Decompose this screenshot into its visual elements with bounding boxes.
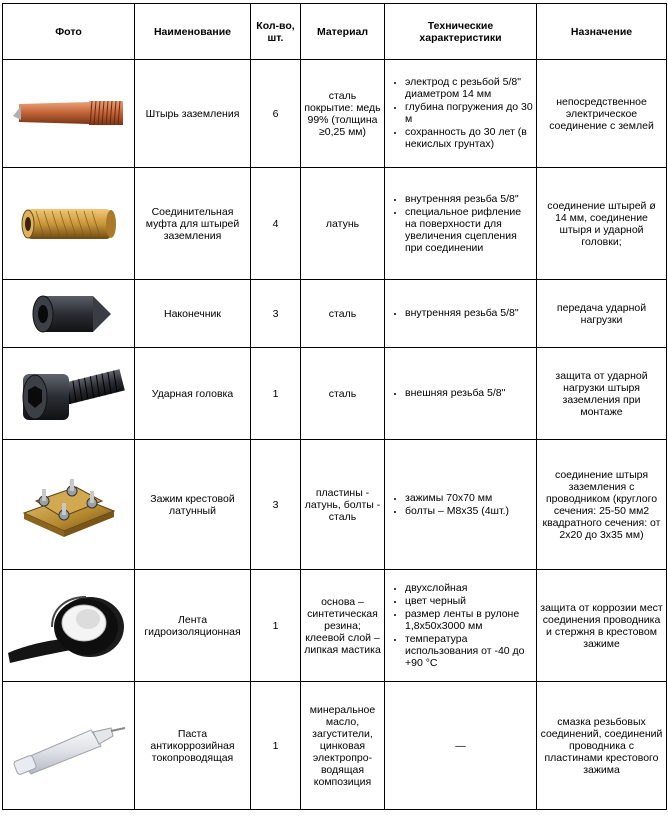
row-qty: 1: [251, 682, 301, 810]
photo-tape: [3, 570, 135, 682]
table-row: [3, 440, 667, 570]
row-specs: [385, 60, 537, 168]
header-tech: Технические характеристики: [385, 4, 537, 60]
photo-paste: [3, 682, 135, 810]
row-purpose: смазка резьбовых соединений, соединений проводника с пластинами крестового зажима: [537, 682, 667, 810]
spec-item: • болты – М8х35 (4шт.): [405, 505, 533, 517]
row-name: Паста антикоррозийная токопроводящая: [135, 682, 251, 810]
spec-item: • глубина погружения до 30 м: [405, 101, 533, 125]
tip-image: [19, 286, 119, 342]
row-material: основа – синтетическая резина; клеевой слой – липкая мастика: [301, 570, 385, 682]
row-purpose: защита от ударной нагрузки штыря заземления при монтаже: [537, 348, 667, 440]
row-purpose: защита от коррозии мест соединения проводника и стержня в крестовом зажиме: [537, 570, 667, 682]
table-row: [3, 682, 667, 810]
photo-coupling: [3, 168, 135, 280]
row-material: сталь: [301, 280, 385, 348]
paste-tube-image: [7, 716, 131, 776]
row-purpose: непосредственное электрическое соединение с землей: [537, 60, 667, 168]
row-qty: 3: [251, 440, 301, 570]
photo-cross-clamp: [3, 440, 135, 570]
row-name: Лента гидроизоляционная: [135, 570, 251, 682]
row-specs: [385, 168, 537, 280]
row-qty: 4: [251, 168, 301, 280]
row-qty: 3: [251, 280, 301, 348]
spec-item: • внутренняя резьба 5/8": [405, 193, 533, 205]
grounding-rod-image: [9, 94, 129, 134]
header-row: [3, 4, 667, 60]
header-name: Наименование: [135, 4, 251, 60]
header-photo: Фото: [3, 4, 135, 60]
row-specs: [385, 440, 537, 570]
spec-item: • зажимы 70х70 мм: [405, 492, 533, 504]
row-name: Наконечник: [135, 280, 251, 348]
table-row: [3, 60, 667, 168]
row-name: Штырь заземления: [135, 60, 251, 168]
table-row: [3, 280, 667, 348]
impact-head-image: [9, 356, 129, 432]
spec-item: • электрод с резьбой 5/8" диаметром 14 мм: [405, 76, 533, 100]
photo-grounding-rod: [3, 60, 135, 168]
equipment-table: [2, 3, 667, 810]
row-qty: 6: [251, 60, 301, 168]
row-material: латунь: [301, 168, 385, 280]
spec-item: • внешняя резьба 5/8": [405, 387, 533, 399]
header-material: Материал: [301, 4, 385, 60]
row-qty: 1: [251, 348, 301, 440]
tape-roll-image: [6, 583, 132, 669]
spec-item: • температура использования от -40 до +90 °С: [405, 633, 533, 669]
row-qty: 1: [251, 570, 301, 682]
row-material: сталь покрытие: медь 99% (толщина ≥0,25 мм): [301, 60, 385, 168]
row-name: Соединительная муфта для штырей заземления: [135, 168, 251, 280]
row-specs: [385, 348, 537, 440]
spec-item: • специальное рифление на поверхности для увеличения сцепления при соединении: [405, 206, 533, 254]
table-row: [3, 348, 667, 440]
spec-item: • цвет черный: [405, 595, 533, 607]
table-row: [3, 570, 667, 682]
row-material: сталь: [301, 348, 385, 440]
spec-item: • внутренняя резьба 5/8": [405, 307, 533, 319]
row-purpose: соединение штырей ø 14 мм, соединение штыря и ударной головки;: [537, 168, 667, 280]
cross-clamp-image: [14, 465, 124, 545]
row-specs: [385, 570, 537, 682]
row-material: минеральное масло, загустители, цинковая электропро-водящая композиция: [301, 682, 385, 810]
row-material: пластины - латунь, болты - сталь: [301, 440, 385, 570]
row-name: Зажим крестовой латунный: [135, 440, 251, 570]
row-purpose: соединение штыря заземления с проводником (круглого сечения: 25-50 мм2 квадратного сечения: от 2х20 до 3х35 мм): [537, 440, 667, 570]
row-name: Ударная головка: [135, 348, 251, 440]
spec-item: • размер ленты в рулоне 1,8х50х3000 мм: [405, 608, 533, 632]
row-purpose: передача ударной нагрузки: [537, 280, 667, 348]
row-specs: [385, 280, 537, 348]
header-purpose: Назначение: [537, 4, 667, 60]
header-qty: Кол-во, шт.: [251, 4, 301, 60]
coupling-image: [14, 199, 124, 249]
table-row: [3, 168, 667, 280]
photo-tip: [3, 280, 135, 348]
spec-item: • двухслойная: [405, 582, 533, 594]
row-specs-dash: —: [385, 682, 537, 810]
photo-impact-head: [3, 348, 135, 440]
spec-item: • сохранность до 30 лет (в некислых грунтах): [405, 126, 533, 150]
